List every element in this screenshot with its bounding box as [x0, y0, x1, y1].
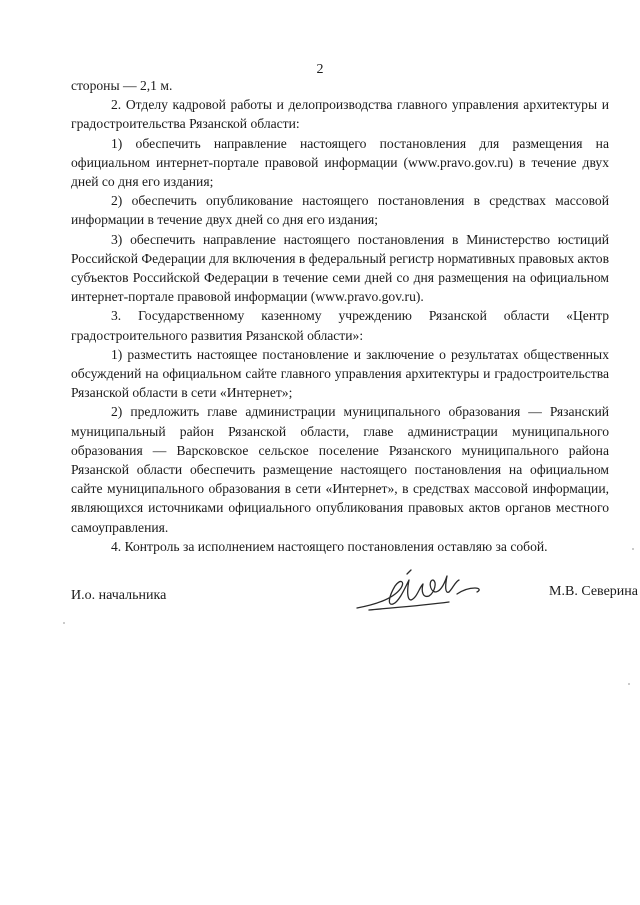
document-body [71, 76, 609, 556]
scan-speck [628, 683, 630, 685]
paragraph: 1) разместить настоящее постановление и заключение о результатах общественных обсуждений на официальном сайте главного управления архитектуры и градостроительства Рязанской области в сети «Интернет»; [71, 346, 609, 401]
paragraph: 1) обеспечить направление настоящего постановления для размещения на официальном интернет-портале правовой информации (www.pravo.gov.ru) в течение двух дней со дня его издания; [71, 135, 609, 190]
signatory-name: М.В. Северина [549, 584, 638, 599]
paragraph: 2) предложить главе администрации муниципального образования — Рязанский муниципальный район Рязанской области, главе администрации муниципального образования — Варсковское сельское поселение Рязанского муниципального района Рязанской области обеспечить размещение настоящего постановления на официальном сайте муниципального образования в сети «Интернет», в средствах массовой информации, являющихся источниками официального опубликования правовых актов органов местного самоуправления. [71, 404, 609, 535]
paragraph: стороны — 2,1 м. [71, 78, 173, 93]
scan-speck [63, 622, 65, 624]
page-number: 2 [316, 62, 324, 77]
paragraph: 2. Отделу кадровой работы и делопроизводства главного управления архитектуры и градостроительства Рязанской области: [71, 97, 609, 132]
handwritten-signature [349, 568, 489, 614]
paragraph: 2) обеспечить опубликование настоящего постановления в средствах массовой информации в течение двух дней со дня его издания; [71, 193, 609, 228]
signatory-position: И.о. начальника [71, 588, 167, 603]
paragraph: 4. Контроль за исполнением настоящего постановления оставляю за собой. [111, 538, 548, 554]
signature-block [71, 568, 638, 618]
paragraph: 3) обеспечить направление настоящего постановления в Министерство юстиций Российской Федерации для включения в федеральный регистр нормативных правовых актов субъектов Российской Федерации в течение семи дней со дня размещения на официальном интернет-портале правовой информации (www.pravo.gov.ru). [71, 231, 609, 305]
paragraph: 3. Государственному казенному учреждению Рязанской области «Центр градостроительного развития Рязанской области»: [71, 308, 609, 343]
scan-speck [632, 548, 634, 550]
